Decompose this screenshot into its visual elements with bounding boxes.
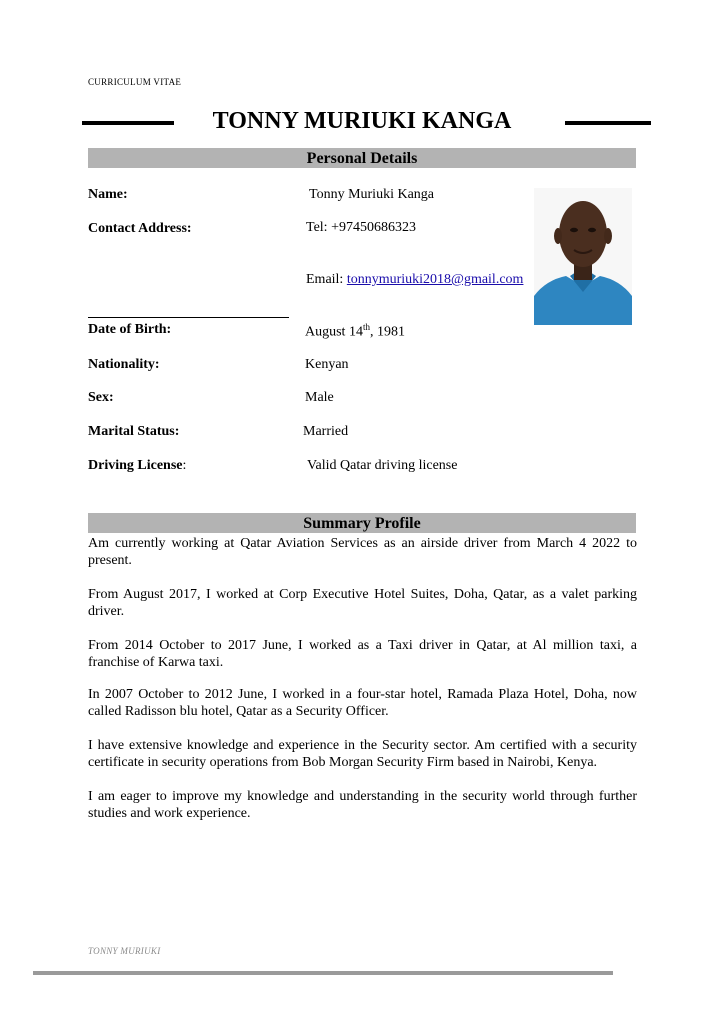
footer-rule <box>33 971 613 975</box>
email-link[interactable]: tonnymuriuki2018@gmail.com <box>346 272 524 287</box>
email-prefix: Email: <box>306 272 347 287</box>
summary-paragraph: In 2007 October to 2012 June, I worked in a four-star hotel, Ramada Plaza Hotel, Doha, now called Radisson blu hotel, Qatar as a Security Officer. <box>88 687 637 719</box>
personal-details-heading: Personal Details <box>88 148 636 168</box>
summary-profile-heading: Summary Profile <box>88 513 636 533</box>
marital-status-value: Married <box>303 424 349 439</box>
tel-value: Tel: +97450686323 <box>306 220 416 235</box>
sex-label: Sex: <box>88 390 114 405</box>
marital-status-label: Marital Status: <box>88 424 180 439</box>
name-value: Tonny Muriuki Kanga <box>309 187 435 202</box>
page-title: TONNY MURIUKI KANGA <box>212 108 512 134</box>
summary-paragraph: From August 2017, I worked at Corp Executive Hotel Suites, Doha, Qatar, as a valet parking driver. <box>88 587 637 619</box>
footer-name: TONNY MURIUKI <box>88 946 161 956</box>
sex-value: Male <box>305 390 334 405</box>
summary-paragraph: I have extensive knowledge and experience in the Security sector. Am certified with a security certificate in security operations from Bob Morgan Security Firm based in Nairobi, Kenya. <box>88 738 637 770</box>
summary-paragraph: I am eager to improve my knowledge and understanding in the security world through further studies and work experience. <box>88 789 637 821</box>
driving-license-value: Valid Qatar driving license <box>307 458 458 473</box>
date-of-birth-value: August 14th, 1981 <box>305 322 405 340</box>
nationality-value: Kenyan <box>305 357 349 372</box>
nationality-label: Nationality: <box>88 357 160 372</box>
profile-photo <box>534 188 632 325</box>
date-of-birth-label: Date of Birth: <box>88 322 172 337</box>
driving-license-label: Driving License: <box>88 458 187 473</box>
email-line <box>306 272 523 288</box>
contact-address-label: Contact Address: <box>88 221 192 236</box>
personal-details-divider <box>88 317 289 318</box>
name-label: Name: <box>88 187 128 202</box>
document-header-label: CURRICULUM VITAE <box>88 77 182 87</box>
title-rule-right <box>565 121 651 125</box>
summary-paragraph: From 2014 October to 2017 June, I worked as a Taxi driver in Qatar, at Al million taxi, a franchise of Karwa taxi. <box>88 638 637 670</box>
summary-paragraph: Am currently working at Qatar Aviation Services as an airside driver from March 4 2022 to present. <box>88 536 637 568</box>
